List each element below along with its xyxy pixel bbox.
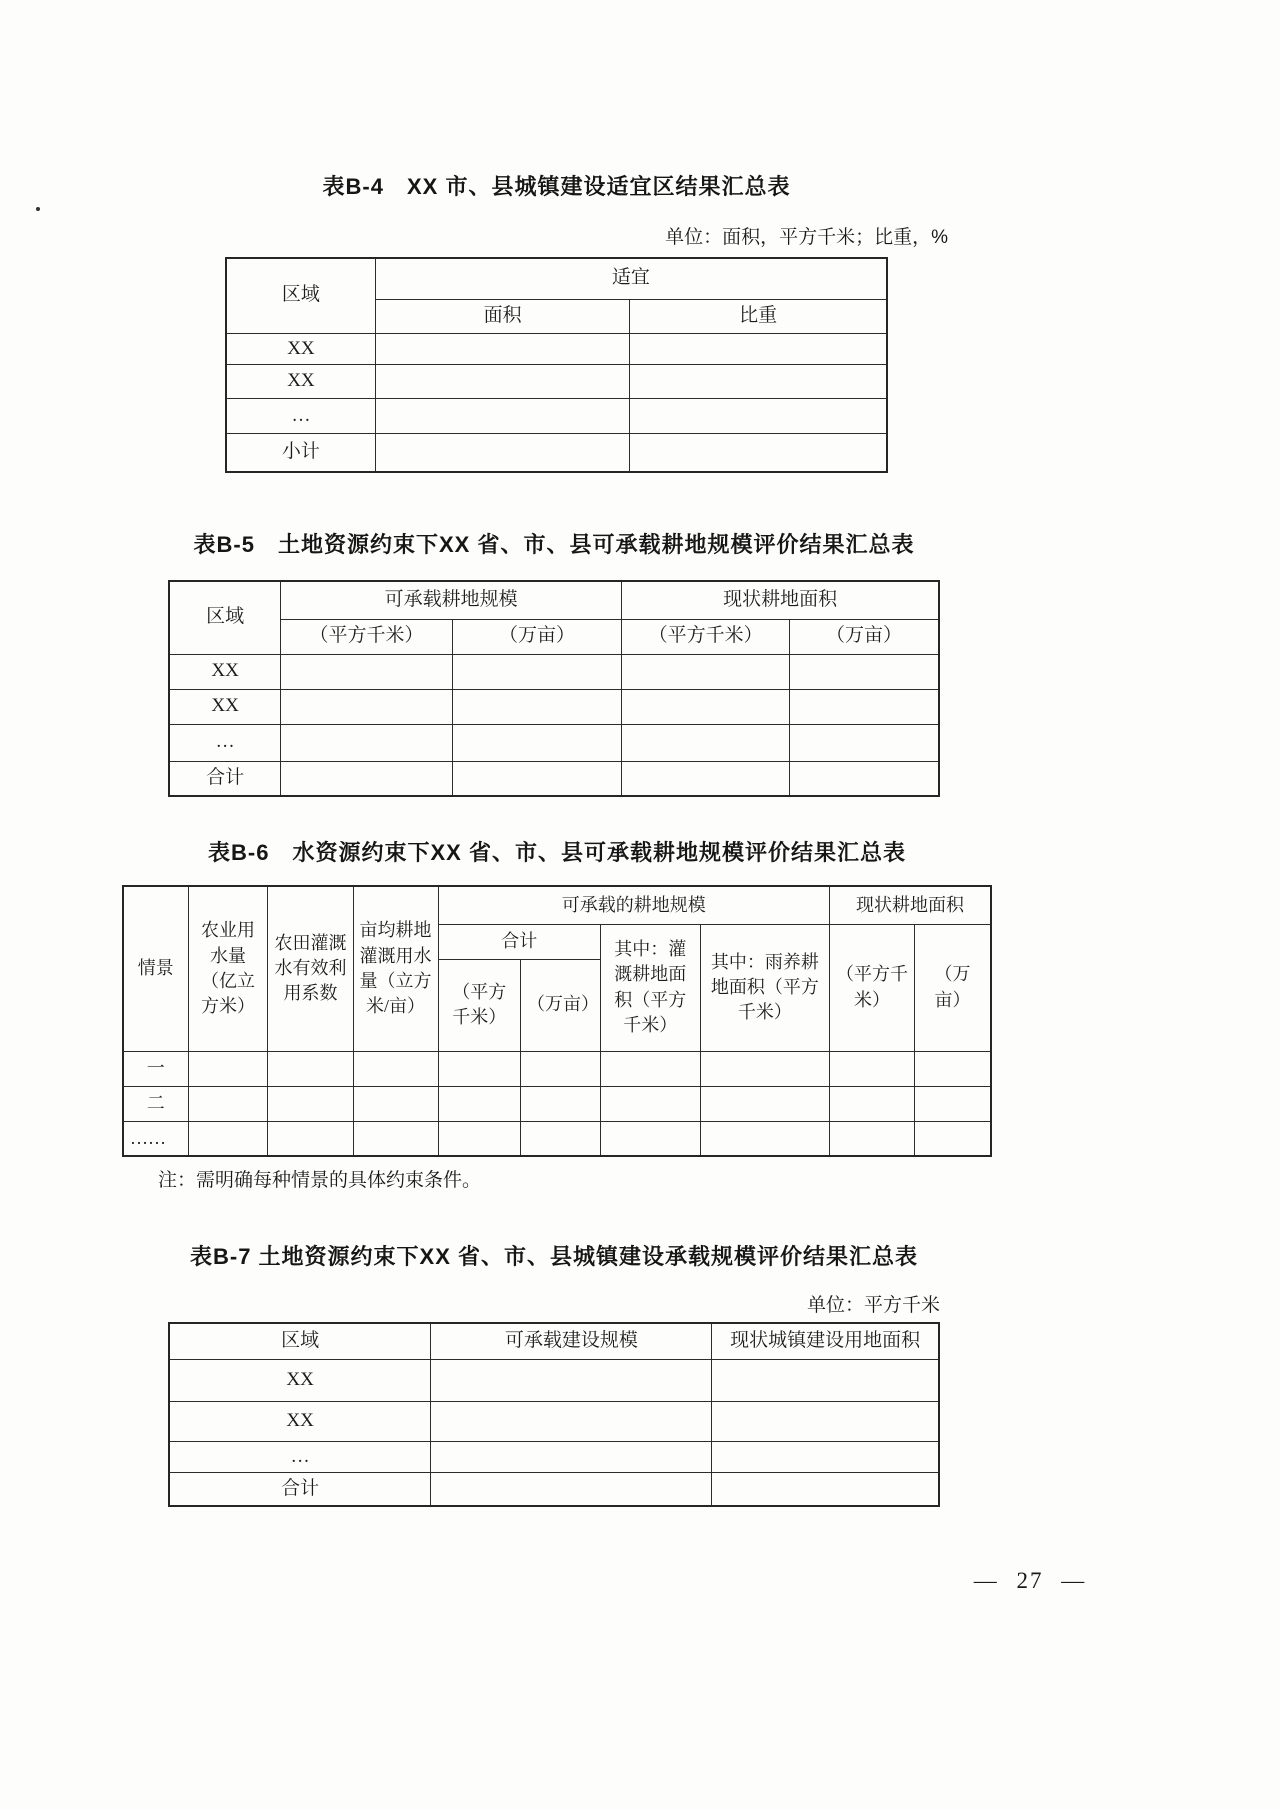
region-label-cell: XX xyxy=(169,1401,431,1441)
wanmu-header-cell: （万亩） xyxy=(452,619,621,654)
page-number: — 27 — xyxy=(973,1568,1087,1593)
empty-data-cell xyxy=(915,1051,991,1086)
table-b4 xyxy=(225,257,888,473)
suitable-group-header-cell: 适宜 xyxy=(375,258,887,299)
empty-data-cell xyxy=(353,1121,438,1156)
scan-artifact-dot xyxy=(36,207,40,211)
region-label-cell: XX xyxy=(226,365,375,399)
scenario-header-cell: 情景 xyxy=(123,886,188,1051)
empty-data-cell xyxy=(268,1086,353,1121)
table-row xyxy=(169,619,939,654)
empty-data-cell xyxy=(281,724,453,761)
table-row xyxy=(123,1051,991,1086)
empty-data-cell xyxy=(630,365,887,399)
empty-data-cell xyxy=(712,1441,939,1473)
empty-data-cell xyxy=(622,724,790,761)
table-b5-wrapper xyxy=(168,580,940,797)
table-row xyxy=(226,333,887,365)
table-b6-wrapper xyxy=(122,885,992,1157)
ellipsis-row-cell: … xyxy=(169,1441,431,1473)
empty-data-cell xyxy=(600,1051,700,1086)
empty-data-cell xyxy=(281,761,453,796)
empty-data-cell xyxy=(452,724,621,761)
ellipsis-row-cell: …… xyxy=(123,1121,188,1156)
empty-data-cell xyxy=(790,761,939,796)
empty-data-cell xyxy=(630,333,887,365)
empty-data-cell xyxy=(452,654,621,689)
agri-water-header-cell: 农业用水量（亿立方米） xyxy=(188,886,268,1051)
wanmu-header-cell: （万亩） xyxy=(790,619,939,654)
empty-data-cell xyxy=(281,654,453,689)
capacity-header-cell: 可承载建设规模 xyxy=(431,1323,712,1359)
region-header-cell: 区域 xyxy=(169,1323,431,1359)
current-group-header-cell: 现状耕地面积 xyxy=(830,886,992,924)
empty-data-cell xyxy=(830,1086,915,1121)
empty-data-cell xyxy=(712,1401,939,1441)
table-b7-wrapper xyxy=(168,1322,940,1507)
total-label-cell: 合计 xyxy=(169,761,281,796)
region-header-cell: 区域 xyxy=(169,581,281,654)
subtotal-group-header-cell: 合计 xyxy=(438,924,600,959)
empty-data-cell xyxy=(622,654,790,689)
table-row xyxy=(169,1359,939,1401)
table-row xyxy=(123,1086,991,1121)
table-row xyxy=(226,258,887,299)
scenario-label-cell: 一 xyxy=(123,1051,188,1086)
sqkm-header-cell: （平方千米） xyxy=(281,619,453,654)
empty-data-cell xyxy=(353,1086,438,1121)
table-b7-title: 表B-7 土地资源约束下XX 省、市、县城镇建设承载规模评价结果汇总表 xyxy=(189,1244,919,1269)
table-row xyxy=(169,1401,939,1441)
capacity-group-header-cell: 可承载耕地规模 xyxy=(281,581,622,619)
empty-data-cell xyxy=(452,689,621,724)
empty-data-cell xyxy=(438,1051,520,1086)
empty-data-cell xyxy=(188,1086,268,1121)
empty-data-cell xyxy=(188,1051,268,1086)
region-label-cell: XX xyxy=(169,654,281,689)
table-row xyxy=(226,365,887,399)
region-label-cell: XX xyxy=(169,1359,431,1401)
sqkm-header-cell: （平方千米） xyxy=(622,619,790,654)
empty-data-cell xyxy=(630,434,887,472)
empty-data-cell xyxy=(375,434,629,472)
table-row xyxy=(226,434,887,472)
empty-data-cell xyxy=(438,1086,520,1121)
empty-data-cell xyxy=(452,761,621,796)
empty-data-cell xyxy=(521,1086,601,1121)
empty-data-cell xyxy=(622,689,790,724)
table-row xyxy=(226,399,887,434)
region-label-cell: XX xyxy=(226,333,375,365)
table-b5-title: 表B-5 土地资源约束下XX 省、市、县可承载耕地规模评价结果汇总表 xyxy=(193,532,915,557)
subtotal-label-cell: 小计 xyxy=(226,434,375,472)
empty-data-cell xyxy=(188,1121,268,1156)
empty-data-cell xyxy=(915,1086,991,1121)
table-b6-title: 表B-6 水资源约束下XX 省、市、县可承载耕地规模评价结果汇总表 xyxy=(208,840,906,865)
table-b4-unit-note: 单位：面积，平方千米；比重，% xyxy=(665,227,948,248)
empty-data-cell xyxy=(600,1086,700,1121)
wanmu-header-cell: （万亩） xyxy=(915,924,991,1051)
empty-data-cell xyxy=(915,1121,991,1156)
empty-data-cell xyxy=(375,333,629,365)
empty-data-cell xyxy=(622,761,790,796)
empty-data-cell xyxy=(353,1051,438,1086)
rainfed-area-header-cell: 其中：雨养耕地面积（平方千米） xyxy=(700,924,829,1051)
table-row xyxy=(123,886,991,924)
empty-data-cell xyxy=(431,1473,712,1506)
table-b5 xyxy=(168,580,940,797)
current-group-header-cell: 现状耕地面积 xyxy=(622,581,939,619)
empty-data-cell xyxy=(700,1051,829,1086)
empty-data-cell xyxy=(268,1051,353,1086)
table-b6-footnote: 注：需明确每种情景的具体约束条件。 xyxy=(158,1170,482,1191)
empty-data-cell xyxy=(281,689,453,724)
irrigated-area-header-cell: 其中：灌溉耕地面积（平方千米） xyxy=(600,924,700,1051)
table-b7-unit-note: 单位：平方千米 xyxy=(806,1295,940,1316)
table-b4-wrapper xyxy=(225,257,888,473)
empty-data-cell xyxy=(521,1051,601,1086)
capacity-group-header-cell: 可承载的耕地规模 xyxy=(438,886,829,924)
table-row xyxy=(169,654,939,689)
empty-data-cell xyxy=(700,1121,829,1156)
table-b7 xyxy=(168,1322,940,1507)
empty-data-cell xyxy=(790,689,939,724)
empty-data-cell xyxy=(431,1401,712,1441)
ellipsis-row-cell: … xyxy=(226,399,375,434)
scenario-label-cell: 二 xyxy=(123,1086,188,1121)
empty-data-cell xyxy=(375,399,629,434)
area-header-cell: 面积 xyxy=(375,299,629,333)
empty-data-cell xyxy=(830,1051,915,1086)
proportion-header-cell: 比重 xyxy=(630,299,887,333)
empty-data-cell xyxy=(600,1121,700,1156)
region-header-cell: 区域 xyxy=(226,258,375,333)
table-b4-title: 表B-4 XX 市、县城镇建设适宜区结果汇总表 xyxy=(322,174,791,199)
empty-data-cell xyxy=(712,1473,939,1506)
table-row xyxy=(169,1441,939,1473)
empty-data-cell xyxy=(700,1086,829,1121)
empty-data-cell xyxy=(438,1121,520,1156)
table-b6 xyxy=(122,885,992,1157)
empty-data-cell xyxy=(521,1121,601,1156)
empty-data-cell xyxy=(790,654,939,689)
table-row xyxy=(169,1473,939,1506)
table-row xyxy=(169,581,939,619)
table-row xyxy=(169,761,939,796)
sqkm-header-cell: （平方千米） xyxy=(830,924,915,1051)
empty-data-cell xyxy=(790,724,939,761)
per-mu-water-header-cell: 亩均耕地灌溉用水量（立方米/亩） xyxy=(353,886,438,1051)
total-label-cell: 合计 xyxy=(169,1473,431,1506)
wanmu-header-cell: （万亩） xyxy=(521,959,601,1051)
empty-data-cell xyxy=(431,1359,712,1401)
empty-data-cell xyxy=(712,1359,939,1401)
empty-data-cell xyxy=(830,1121,915,1156)
table-row xyxy=(169,1323,939,1359)
table-row xyxy=(169,689,939,724)
ellipsis-row-cell: … xyxy=(169,724,281,761)
region-label-cell: XX xyxy=(169,689,281,724)
empty-data-cell xyxy=(268,1121,353,1156)
empty-data-cell xyxy=(630,399,887,434)
irrigation-coeff-header-cell: 农田灌溉水有效利用系数 xyxy=(268,886,353,1051)
table-row xyxy=(169,724,939,761)
empty-data-cell xyxy=(431,1441,712,1473)
sqkm-header-cell: （平方千米） xyxy=(438,959,520,1051)
empty-data-cell xyxy=(375,365,629,399)
current-header-cell: 现状城镇建设用地面积 xyxy=(712,1323,939,1359)
table-row xyxy=(123,1121,991,1156)
